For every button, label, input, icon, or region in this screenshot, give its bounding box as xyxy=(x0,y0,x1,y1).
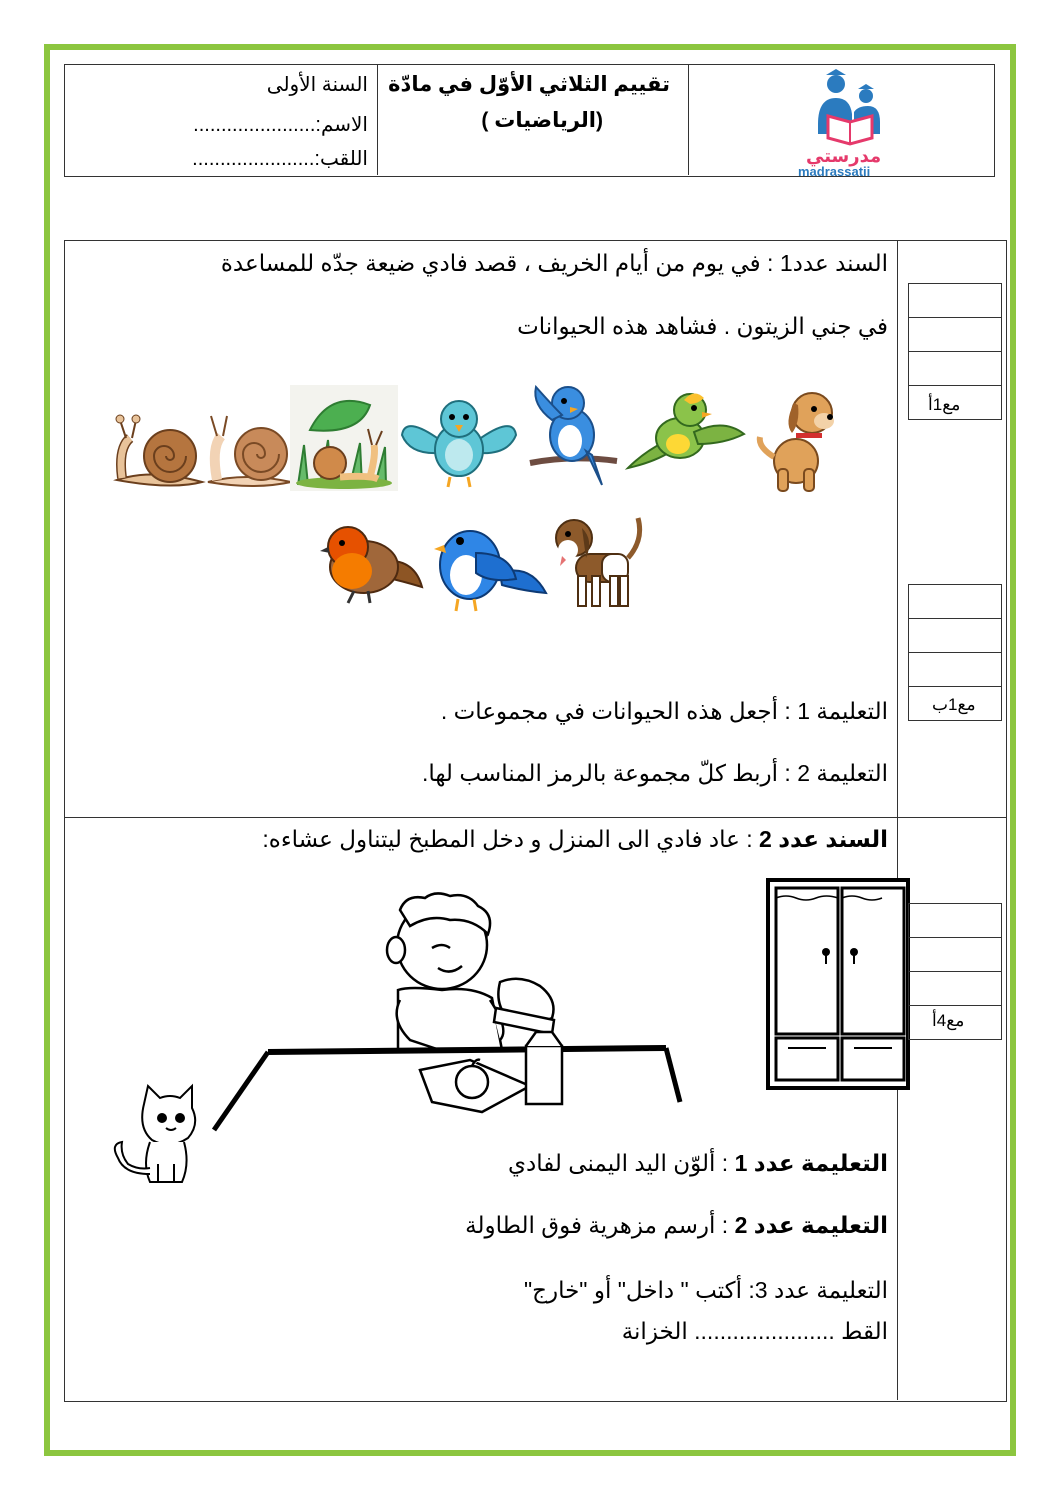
logo-latin: madrassatii xyxy=(798,164,871,179)
robin-bird-icon xyxy=(318,517,424,605)
exam-title: تقييم الثلاثي الأوّل في مادّة xyxy=(388,73,670,96)
snail-on-grass-icon xyxy=(290,385,398,491)
green-bird-icon xyxy=(624,382,746,474)
cat-illustration xyxy=(104,1084,200,1186)
exam-subject: (الرياضيات ) xyxy=(481,109,603,132)
sanad1-line1: السند عدد1 : في يوم من أيام الخريف ، قصد فادي ضيعة جدّه للمساعدة xyxy=(220,250,888,276)
criterion-code-1a: مع1أ xyxy=(928,395,961,414)
header-divider xyxy=(688,64,689,175)
bluebird-icon xyxy=(430,513,548,613)
instruction-2: التعليمة 2 : أربط كلّ مجموعة بالرمز المناسب لها. xyxy=(421,760,888,786)
header-divider xyxy=(377,64,378,175)
snail-icon xyxy=(112,408,207,488)
boy-at-table-illustration xyxy=(210,890,670,1112)
instruction-s2-2-text: : أرسم مزهرية فوق الطاولة xyxy=(465,1212,735,1238)
sanad2-line xyxy=(262,826,888,853)
instruction-s2-2 xyxy=(465,1212,888,1239)
criterion-code-1b: مع1ب xyxy=(932,695,976,714)
wardrobe-illustration xyxy=(766,878,888,1090)
instruction-s2-2-label: التعليمة عدد 2 xyxy=(734,1212,888,1238)
madrassatii-logo xyxy=(788,64,912,179)
instruction-s2-1-text: : ألوّن اليد اليمنى لفادي xyxy=(508,1150,735,1176)
cat-wardrobe-fill-field[interactable]: القط ...................... الخزانة xyxy=(621,1318,888,1344)
year-label: السنة الأولى xyxy=(266,74,368,96)
sanad2-label: السند عدد 2 xyxy=(759,826,888,852)
instruction-1: التعليمة 1 : أجعل هذه الحيوانات في مجموعات . xyxy=(440,698,888,724)
logo-arabic: مدرستي xyxy=(806,146,882,166)
dog-icon xyxy=(748,383,846,495)
sanad2-text: : عاد فادي الى المنزل و دخل المطبخ ليتناول عشاءه: xyxy=(262,826,760,852)
beagle-dog-icon xyxy=(548,510,648,610)
name-field[interactable]: الاسم:...................... xyxy=(193,114,368,136)
section-separator xyxy=(64,817,1007,818)
instruction-s2-1-label: التعليمة عدد 1 xyxy=(734,1150,888,1176)
surname-field[interactable]: اللقب:...................... xyxy=(192,148,368,170)
instruction-s2-1 xyxy=(508,1150,888,1177)
criterion-code-4a: مع4أ xyxy=(932,1011,965,1030)
instruction-s2-3: التعليمة عدد 3: أكتب " داخل" أو "خارج" xyxy=(523,1277,888,1303)
sanad1-line2: في جني الزيتون . فشاهد هذه الحيوانات xyxy=(517,313,888,339)
perched-blue-bird-icon xyxy=(522,375,620,490)
blue-bird-icon xyxy=(400,395,518,490)
table-divider xyxy=(897,240,898,1400)
snail-icon xyxy=(205,402,295,488)
